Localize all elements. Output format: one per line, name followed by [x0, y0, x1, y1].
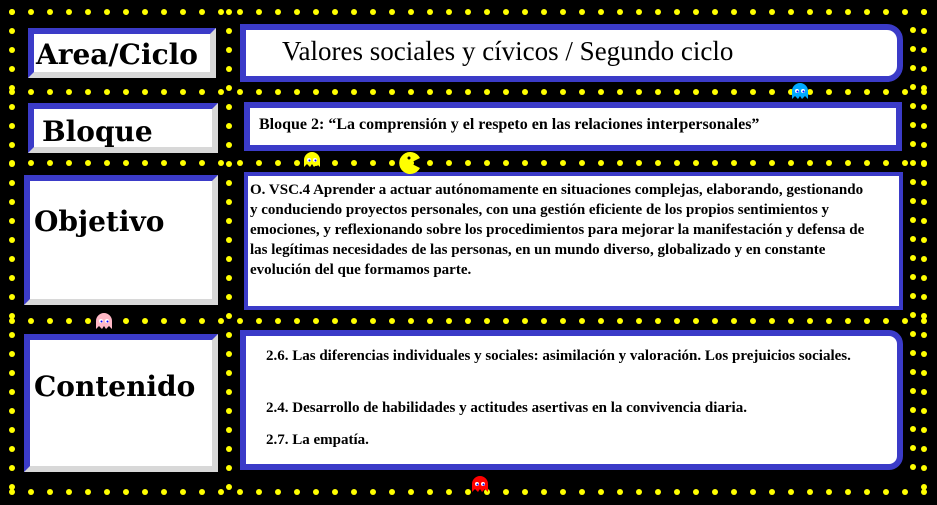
page-title: Valores sociales y cívicos / Segundo ciclo — [282, 36, 734, 66]
ghost-blue-icon — [792, 83, 808, 99]
objetivo-text: O. VSC.4 Aprender a actuar autónomamente en situaciones complejas, elaborando, gestionando y conduciendo proyectos personales, con una gestión eficiente de los propios sentimientos y emociones, y reflexionando sobre los procedimientos para mejorar la manifestación y defensa de las legítimas necesidades de las personas, en un mundo diverso, globalizado y en constante evolución del que formamos parte. — [250, 182, 865, 278]
ghost-red-icon — [472, 476, 488, 492]
label-area-ciclo: Area/Ciclo — [36, 38, 198, 71]
contenido-item: 2.7. La empatía. — [266, 432, 369, 448]
ghost-pink-icon — [96, 313, 112, 329]
ghost-yellow-icon — [304, 152, 320, 167]
label-contenido: Contenido — [34, 370, 196, 403]
bloque-text: Bloque 2: “La comprensión y el respeto en las relaciones interpersonales” — [259, 116, 760, 133]
label-bloque: Bloque — [42, 115, 153, 148]
contenido-item: 2.4. Desarrollo de habilidades y actitudes asertivas en la convivencia diaria. — [266, 400, 747, 416]
contenido-item: 2.6. Las diferencias individuales y sociales: asimilación y valoración. Los prejuicios sociales. — [266, 348, 851, 364]
label-objetivo: Objetivo — [34, 205, 165, 238]
pacman-icon — [399, 152, 420, 174]
